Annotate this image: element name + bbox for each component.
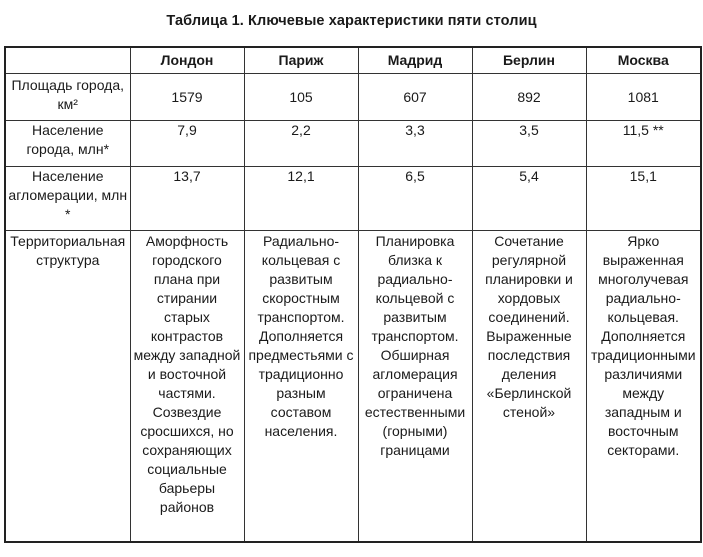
- table-cell: 105: [244, 74, 358, 121]
- table-row: [5, 231, 701, 543]
- table-cell: 12,1: [244, 167, 358, 231]
- column-header-moscow: Москва: [586, 47, 701, 74]
- column-header-london: Лондон: [130, 47, 244, 74]
- table-cell: Аморфность городского плана при стирании старых контрастов между западной и восточной частями. Созвездие сросшихся, но сохраняющих социальные барьеры районов: [130, 231, 244, 543]
- table-cell: 15,1: [586, 167, 701, 231]
- table-row: [5, 74, 701, 121]
- table-cell: 1081: [586, 74, 701, 121]
- row-header-area: Площадь города, км²: [5, 74, 130, 121]
- column-header-paris: Париж: [244, 47, 358, 74]
- table-cell: 2,2: [244, 121, 358, 167]
- table-row: [5, 121, 701, 167]
- column-header-madrid: Мадрид: [358, 47, 472, 74]
- table-cell: 892: [472, 74, 586, 121]
- column-header-berlin: Берлин: [472, 47, 586, 74]
- table-cell: 13,7: [130, 167, 244, 231]
- table-cell: 607: [358, 74, 472, 121]
- table-cell: 5,4: [472, 167, 586, 231]
- table-cell: 3,5: [472, 121, 586, 167]
- header-corner-cell: [5, 47, 130, 74]
- row-header-agglomeration-population: Население агломерации, млн *: [5, 167, 130, 231]
- table-cell: 6,5: [358, 167, 472, 231]
- table-cell: 1579: [130, 74, 244, 121]
- row-header-city-population: Население города, млн*: [5, 121, 130, 167]
- table-cell: 3,3: [358, 121, 472, 167]
- table-cell: 11,5 **: [586, 121, 701, 167]
- table-cell: Радиально-кольцевая с развитым скоростным транспортом. Дополняется предместьями с традиционно разным составом населения.: [244, 231, 358, 543]
- table-cell: 7,9: [130, 121, 244, 167]
- table-cell: Ярко выраженная многолучевая радиально-кольцевая. Дополняется традиционными различиями между западным и восточным секторами.: [586, 231, 701, 543]
- row-header-territorial-structure: Территориальная структура: [5, 231, 130, 543]
- table-cell: Сочетание регулярной планировки и хордовых соединений. Выраженные последствия деления «Берлинской стеной»: [472, 231, 586, 543]
- capitals-table: [4, 46, 702, 543]
- header-row: [5, 47, 701, 74]
- table-cell: Планировка близка к радиально-кольцевой с развитым транспортом. Обширная агломерация ограничена естественными (горными) границами: [358, 231, 472, 543]
- table-caption: Таблица 1. Ключевые характеристики пяти столиц: [166, 13, 537, 29]
- table-row: [5, 167, 701, 231]
